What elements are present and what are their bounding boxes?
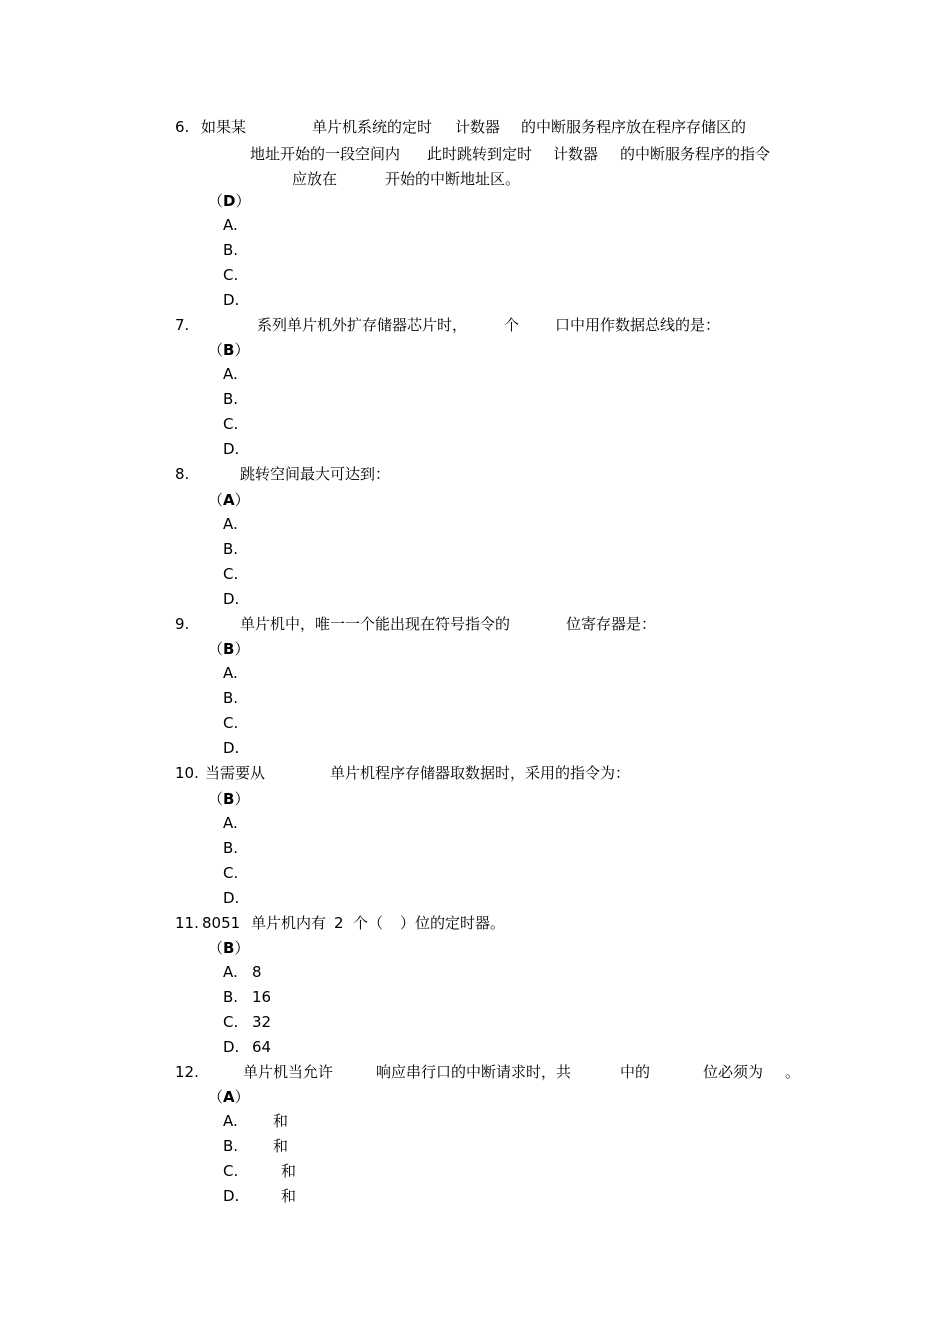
option-text: 和 — [281, 1162, 297, 1180]
option-label: A. — [223, 365, 238, 383]
answer-letter: D — [223, 192, 236, 210]
answer-letter: A — [223, 1088, 235, 1106]
question-number: 8. — [175, 465, 190, 483]
option-label: B. — [223, 988, 239, 1006]
option-text: 8 — [252, 963, 262, 981]
option-label: B. — [223, 540, 239, 558]
question-number: 10. — [175, 764, 199, 782]
option-text: 16 — [252, 988, 272, 1006]
option-label: A. — [223, 216, 238, 234]
option-label: B. — [223, 1137, 239, 1155]
question-text: 的中断服务程序的指令 — [620, 145, 771, 163]
question-text: 个 — [504, 316, 520, 334]
answer-letter: B — [223, 640, 235, 658]
option-label: C. — [223, 864, 239, 882]
answer-marker: （B） — [208, 790, 250, 808]
option-label: B. — [223, 241, 239, 259]
option-label: B. — [223, 689, 239, 707]
question-text: 单片机内有 — [251, 914, 327, 932]
option-label: C. — [223, 266, 239, 284]
question-text: 单片机程序存储器取数据时，采用的指令为： — [330, 764, 631, 782]
answer-marker: （A） — [208, 1088, 250, 1106]
question-number: 9. — [175, 615, 190, 633]
option-label: D. — [223, 1187, 240, 1205]
question-text: 开始的中断地址区。 — [385, 170, 521, 188]
question-text: 此时跳转到定时 — [427, 145, 533, 163]
option-label: C. — [223, 415, 239, 433]
option-label: A. — [223, 1112, 238, 1130]
option-label: D. — [223, 889, 240, 907]
option-label: D. — [223, 291, 240, 309]
question-text: 系列单片机外扩存储器芯片时， — [257, 316, 468, 334]
answer-marker: （B） — [208, 939, 250, 957]
question-text: 个（ — [353, 914, 384, 932]
option-label: D. — [223, 739, 240, 757]
option-label: D. — [223, 440, 240, 458]
question-text: 计数器 — [455, 118, 501, 136]
question-number: 12. — [175, 1063, 199, 1081]
question-text: 单片机系统的定时 — [312, 118, 433, 136]
question-text: 2 — [334, 914, 344, 932]
option-label: C. — [223, 1162, 239, 1180]
option-text: 和 — [281, 1187, 297, 1205]
option-label: C. — [223, 714, 239, 732]
answer-letter: B — [223, 790, 235, 808]
question-number: 7. — [175, 316, 190, 334]
question-text: 跳转空间最大可达到： — [240, 465, 391, 483]
question-text: 口中用作数据总线的是： — [555, 316, 721, 334]
question-text: 的中断服务程序放在程序存储区的 — [521, 118, 747, 136]
question-text: 应放在 — [292, 170, 338, 188]
question-text: 位寄存器是： — [566, 615, 657, 633]
option-text: 和 — [273, 1137, 289, 1155]
option-label: C. — [223, 565, 239, 583]
option-label: A. — [223, 664, 238, 682]
option-text: 64 — [252, 1038, 272, 1056]
question-text: 位必须为 — [703, 1063, 764, 1081]
question-text: 。 — [785, 1063, 801, 1081]
option-text: 32 — [252, 1013, 272, 1031]
option-label: D. — [223, 590, 240, 608]
question-text: 当需要从 — [205, 764, 266, 782]
option-label: A. — [223, 515, 238, 533]
option-label: B. — [223, 839, 239, 857]
answer-letter: A — [223, 491, 235, 509]
option-text: 和 — [273, 1112, 289, 1130]
option-label: A. — [223, 963, 238, 981]
option-label: B. — [223, 390, 239, 408]
answer-marker: （B） — [208, 341, 250, 359]
question-text: 如果某 — [201, 118, 247, 136]
question-text: 单片机当允许 — [243, 1063, 334, 1081]
option-label: C. — [223, 1013, 239, 1031]
option-label: A. — [223, 814, 238, 832]
answer-marker: （A） — [208, 491, 250, 509]
question-text: 计数器 — [553, 145, 599, 163]
option-label: D. — [223, 1038, 240, 1056]
answer-marker: （D） — [208, 192, 251, 210]
question-text: 中的 — [620, 1063, 651, 1081]
question-text: 8051 — [202, 914, 241, 932]
question-number: 6. — [175, 118, 190, 136]
question-text: ）位的定时器。 — [400, 914, 506, 932]
question-text: 单片机中，唯一一个能出现在符号指令的 — [240, 615, 511, 633]
question-text: 响应串行口的中断请求时，共 — [376, 1063, 572, 1081]
question-number: 11. — [175, 914, 199, 932]
answer-letter: B — [223, 939, 235, 957]
answer-letter: B — [223, 341, 235, 359]
question-text: 地址开始的一段空间内 — [250, 145, 401, 163]
answer-marker: （B） — [208, 640, 250, 658]
